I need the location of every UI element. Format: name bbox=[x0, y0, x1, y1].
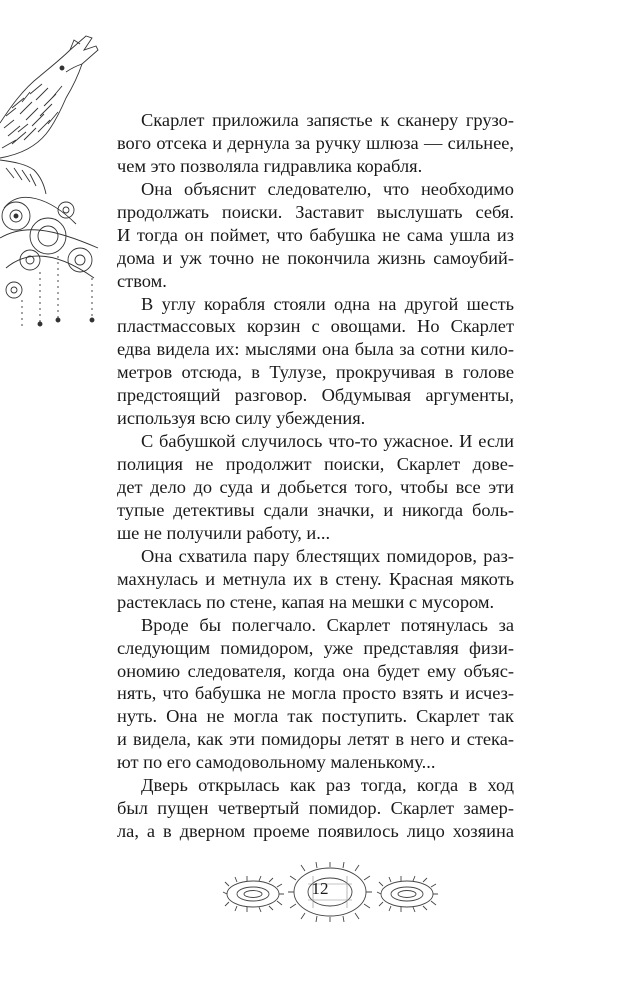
text-line: Она схватила пару блестящих помидоров, раз- bbox=[141, 545, 514, 566]
text-line: полиция не продолжит поиски, Скарлет дове- bbox=[117, 454, 514, 475]
text-line: едва видела их: мыслями она была за сотни кило- bbox=[117, 339, 514, 360]
text-line: растеклась по стене, капая на мешки с мусором. bbox=[117, 591, 495, 612]
text-line: пластмассовых корзин с овощами. Но Скарлет bbox=[117, 316, 514, 337]
howling-wolf-icon bbox=[0, 28, 112, 328]
text-line: Дверь открылась как раз тогда, когда в ход bbox=[141, 775, 514, 796]
paragraph-3 bbox=[117, 293, 514, 431]
page-number: 12 bbox=[311, 879, 329, 898]
text-line: вого отсека и дернула за ручку шлюза — сильнее, bbox=[117, 132, 514, 153]
text-line: дома и уж точно не покончила жизнь самоубий- bbox=[117, 247, 514, 268]
text-line: чем это позволяла гидравлика корабля. bbox=[117, 155, 423, 176]
paragraph-5 bbox=[117, 545, 514, 614]
text-line: В углу корабля стояли одна на другой шесть bbox=[141, 293, 514, 314]
text-line: и видела, как эти помидоры летят в него и стека- bbox=[117, 729, 514, 750]
text-line: используя всю силу убеждения. bbox=[117, 408, 366, 429]
text-line: метров отсюда, в Тулузе, прокручивая в голове bbox=[117, 362, 514, 383]
text-line: И тогда он поймет, что бабушка не сама ушла из bbox=[117, 224, 514, 245]
text-line: был пущен четвертый помидор. Скарлет замер- bbox=[117, 798, 514, 819]
text-line: продолжать поиски. Заставит выслушать себя. bbox=[117, 201, 514, 222]
text-line: махнулась и метнула их в стену. Красная мякоть bbox=[117, 568, 514, 589]
text-line: Вроде бы полегчало. Скарлет потянулась за bbox=[141, 614, 514, 635]
text-line: Скарлет приложила запястье к сканеру грузо- bbox=[141, 110, 514, 130]
text-line: нять, что бабушка не могла просто взять и исчез- bbox=[117, 683, 514, 704]
text-line: дет дело до суда и добьется того, чтобы все эти bbox=[117, 477, 514, 497]
text-line: ше не получили работу, и... bbox=[117, 522, 331, 543]
text-line: ономию следователя, когда она будет ему объяс- bbox=[117, 660, 514, 681]
text-line: Она объяснит следователю, что необходимо bbox=[141, 178, 514, 199]
text-line: С бабушкой случилось что-то ужасное. И если bbox=[141, 431, 514, 452]
text-line: ют по его самодовольному маленькому... bbox=[117, 752, 436, 773]
text-line: следующим помидором, уже представляя физи- bbox=[117, 637, 514, 658]
body-text bbox=[117, 109, 514, 843]
text-line: ла, а в дверном проеме появилось лицо хозяина bbox=[117, 821, 514, 842]
paragraph-4 bbox=[117, 430, 514, 545]
paragraph-2 bbox=[117, 178, 514, 293]
paragraph-7 bbox=[117, 774, 514, 843]
text-line: ством. bbox=[117, 270, 167, 291]
paragraph-1 bbox=[117, 109, 514, 178]
text-line: тупые детективы сдали значки, и никогда боль- bbox=[117, 499, 514, 520]
paragraph-6 bbox=[117, 614, 514, 775]
text-line: нуть. Она не могла так поступить. Скарлет так bbox=[117, 706, 514, 727]
text-line: предстоящий разговор. Обдумывая аргументы, bbox=[117, 385, 514, 406]
